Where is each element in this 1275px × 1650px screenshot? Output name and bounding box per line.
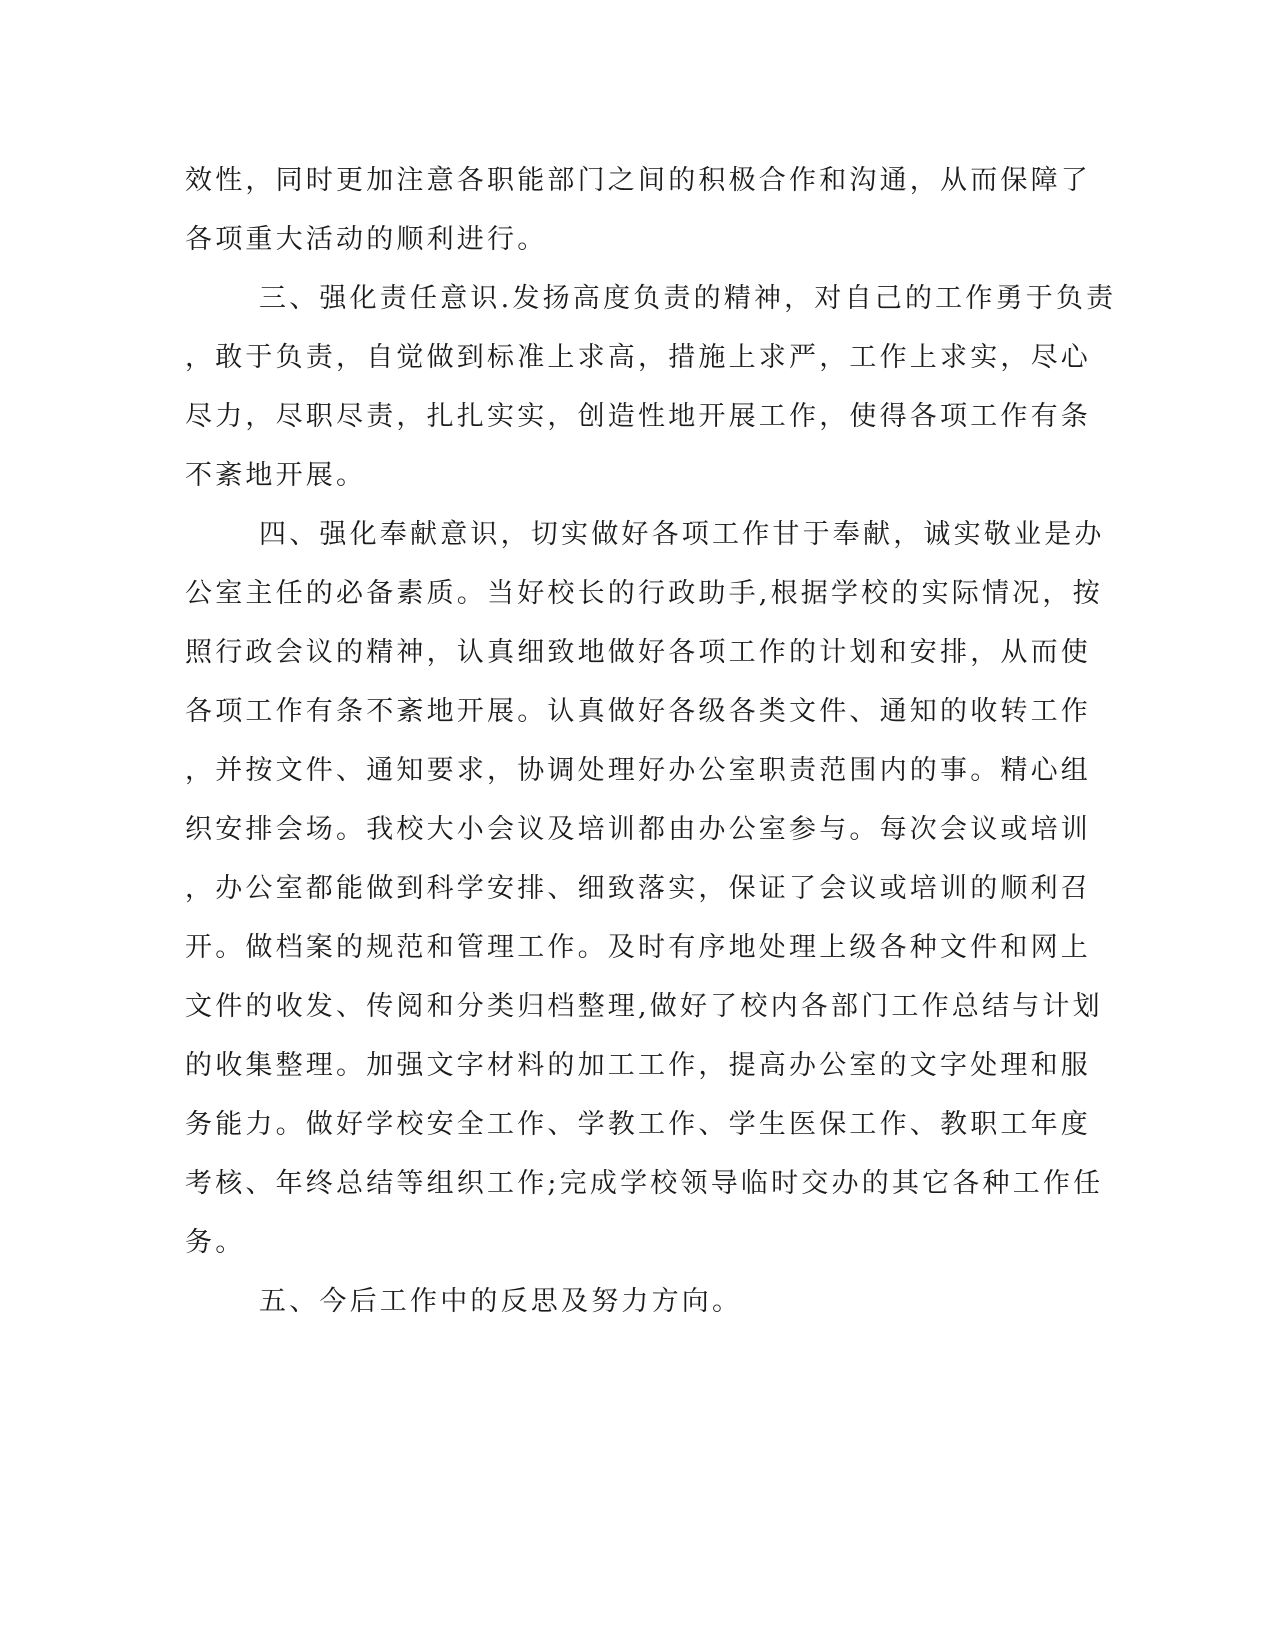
document-body: [185, 151, 1117, 1331]
section-heading-line: 四、强化奉献意识，切实做好各项工作甘于奉献，诚实敬业是办: [259, 519, 1105, 550]
text-line: 照行政会议的精神，认真细致地做好各项工作的计划和安排，从而使: [185, 637, 1091, 668]
section-heading-line: 三、强化责任意识.发扬高度负责的精神，对自己的工作勇于负责: [259, 283, 1117, 314]
text-line: 织安排会场。我校大小会议及培训都由办公室参与。每次会议或培训: [185, 814, 1091, 845]
text-line: 不紊地开展。: [185, 460, 367, 491]
text-line: 各项工作有条不紊地开展。认真做好各级各类文件、通知的收转工作: [185, 696, 1091, 727]
text-line: 开。做档案的规范和管理工作。及时有序地处理上级各种文件和网上: [185, 932, 1091, 963]
text-line: 公室主任的必备素质。当好校长的行政助手,根据学校的实际情况，按: [185, 578, 1103, 609]
text-line: ，敢于负责，自觉做到标准上求高，措施上求严，工作上求实，尽心: [185, 342, 1091, 373]
text-line: 务能力。做好学校安全工作、学教工作、学生医保工作、教职工年度: [185, 1109, 1091, 1140]
text-line: 务。: [185, 1227, 246, 1258]
text-line: ，办公室都能做到科学安排、细致落实，保证了会议或培训的顺利召: [185, 873, 1091, 904]
text-line: 考核、年终总结等组织工作;完成学校领导临时交办的其它各种工作任: [185, 1168, 1104, 1199]
text-line: 文件的收发、传阅和分类归档整理,做好了校内各部门工作总结与计划: [185, 991, 1103, 1022]
section-heading-line: 五、今后工作中的反思及努力方向。: [259, 1286, 743, 1317]
text-line: 效性，同时更加注意各职能部门之间的积极合作和沟通，从而保障了: [185, 165, 1091, 196]
text-line: 的收集整理。加强文字材料的加工工作，提高办公室的文字处理和服: [185, 1050, 1091, 1081]
text-line: 尽力，尽职尽责，扎扎实实，创造性地开展工作，使得各项工作有条: [185, 401, 1091, 432]
text-line: 各项重大活动的顺利进行。: [185, 224, 548, 255]
text-line: ，并按文件、通知要求，协调处理好办公室职责范围内的事。精心组: [185, 755, 1091, 786]
